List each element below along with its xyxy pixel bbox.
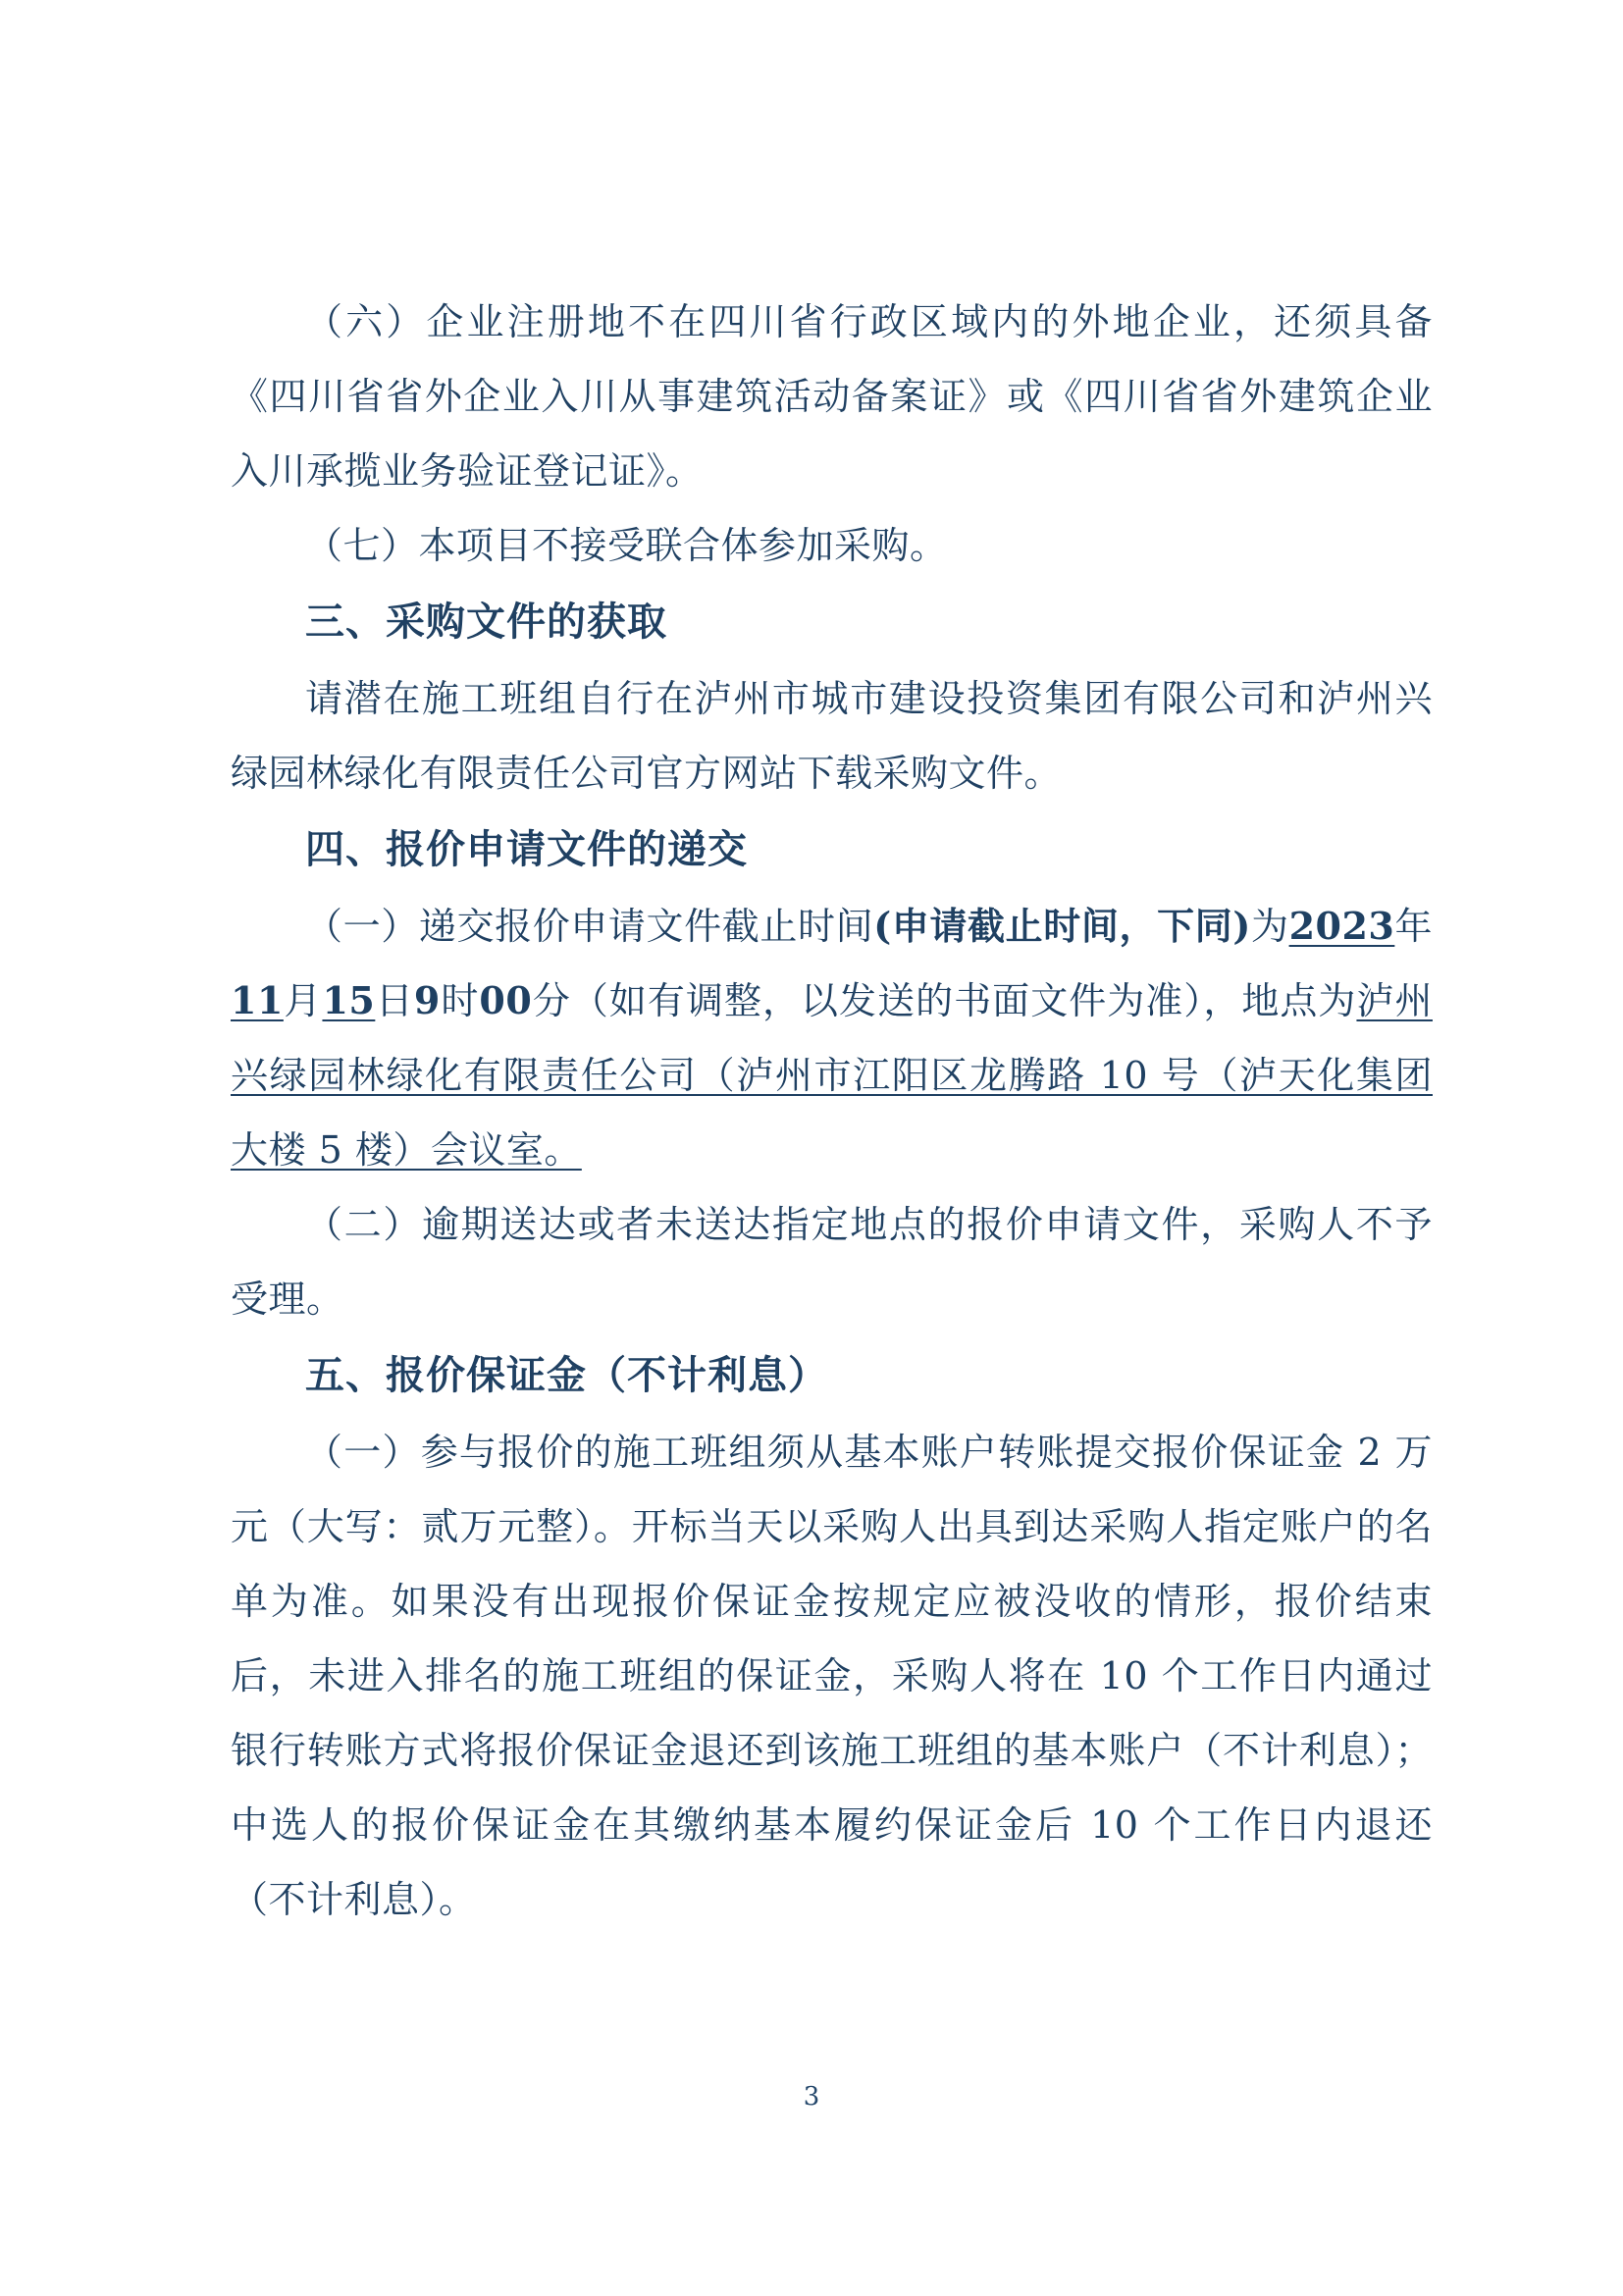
paragraph-section-five-item-one: （一）参与报价的施工班组须从基本账户转账提交报价保证金 2 万元（大写：贰万元整）。开标当天以采购人出具到达采购人指定账户的名单为准。如果没有出现报价保证金按规定应被没收的情形，报价结束后，未进入排名的施工班组的保证金，采购人将在 10 个工作日内通过银行转账方式将报价保证金退还到该施工班组的基本账户（不计利息）；中选人的报价保证金在其缴纳基本履约保证金后 10 个工作日内退还（不计利息）。	[231, 1431, 1433, 1921]
paragraph-section-four-item-one	[231, 889, 1433, 1187]
deadline-year: 2023	[1288, 904, 1395, 948]
document-body	[231, 285, 1433, 1937]
paragraph-section-three-body: 请潜在施工班组自行在泸州市城市建设投资集团有限公司和泸州兴绿园林绿化有限责任公司官方网站下载采购文件。	[231, 677, 1433, 795]
deadline-place: 泸州兴绿园林绿化有限责任公司（泸州市江阳区龙腾路 10 号（泸天化集团大楼 5 楼）会议室。	[231, 979, 1433, 1172]
deadline-minute-unit: 分	[532, 979, 571, 1022]
deadline-month: 11	[231, 978, 284, 1022]
deadline-year-unit: 年	[1394, 905, 1433, 948]
deadline-hour: 9	[413, 978, 441, 1022]
deadline-minute: 00	[479, 978, 533, 1022]
deadline-day: 15	[322, 978, 376, 1022]
deadline-prefix: （一）递交报价申请文件截止时间	[305, 905, 874, 948]
deadline-hour-unit: 时	[440, 979, 480, 1022]
paragraph-item-six: （六）企业注册地不在四川省行政区域内的外地企业，还须具备《四川省省外企业入川从事建筑活动备案证》或《四川省省外建筑企业入川承揽业务验证登记证》。	[231, 300, 1433, 493]
heading-section-five: 五、报价保证金（不计利息）	[305, 1352, 828, 1398]
paragraph-section-four-item-two: （二）逾期送达或者未送达指定地点的报价申请文件，采购人不予受理。	[231, 1203, 1433, 1321]
paragraph-item-seven: （七）本项目不接受联合体参加采购。	[305, 524, 948, 567]
heading-section-four: 四、报价申请文件的递交	[305, 826, 748, 872]
deadline-after-bracket: 为	[1250, 905, 1289, 948]
deadline-bracket: (申请截止时间，下同)	[873, 904, 1251, 948]
deadline-note: （如有调整，以发送的书面文件为准），地点为	[570, 979, 1357, 1022]
deadline-month-unit: 月	[283, 979, 323, 1022]
deadline-day-unit: 日	[375, 979, 414, 1022]
page-number: 3	[803, 2082, 820, 2112]
heading-section-three: 三、采购文件的获取	[305, 599, 667, 645]
